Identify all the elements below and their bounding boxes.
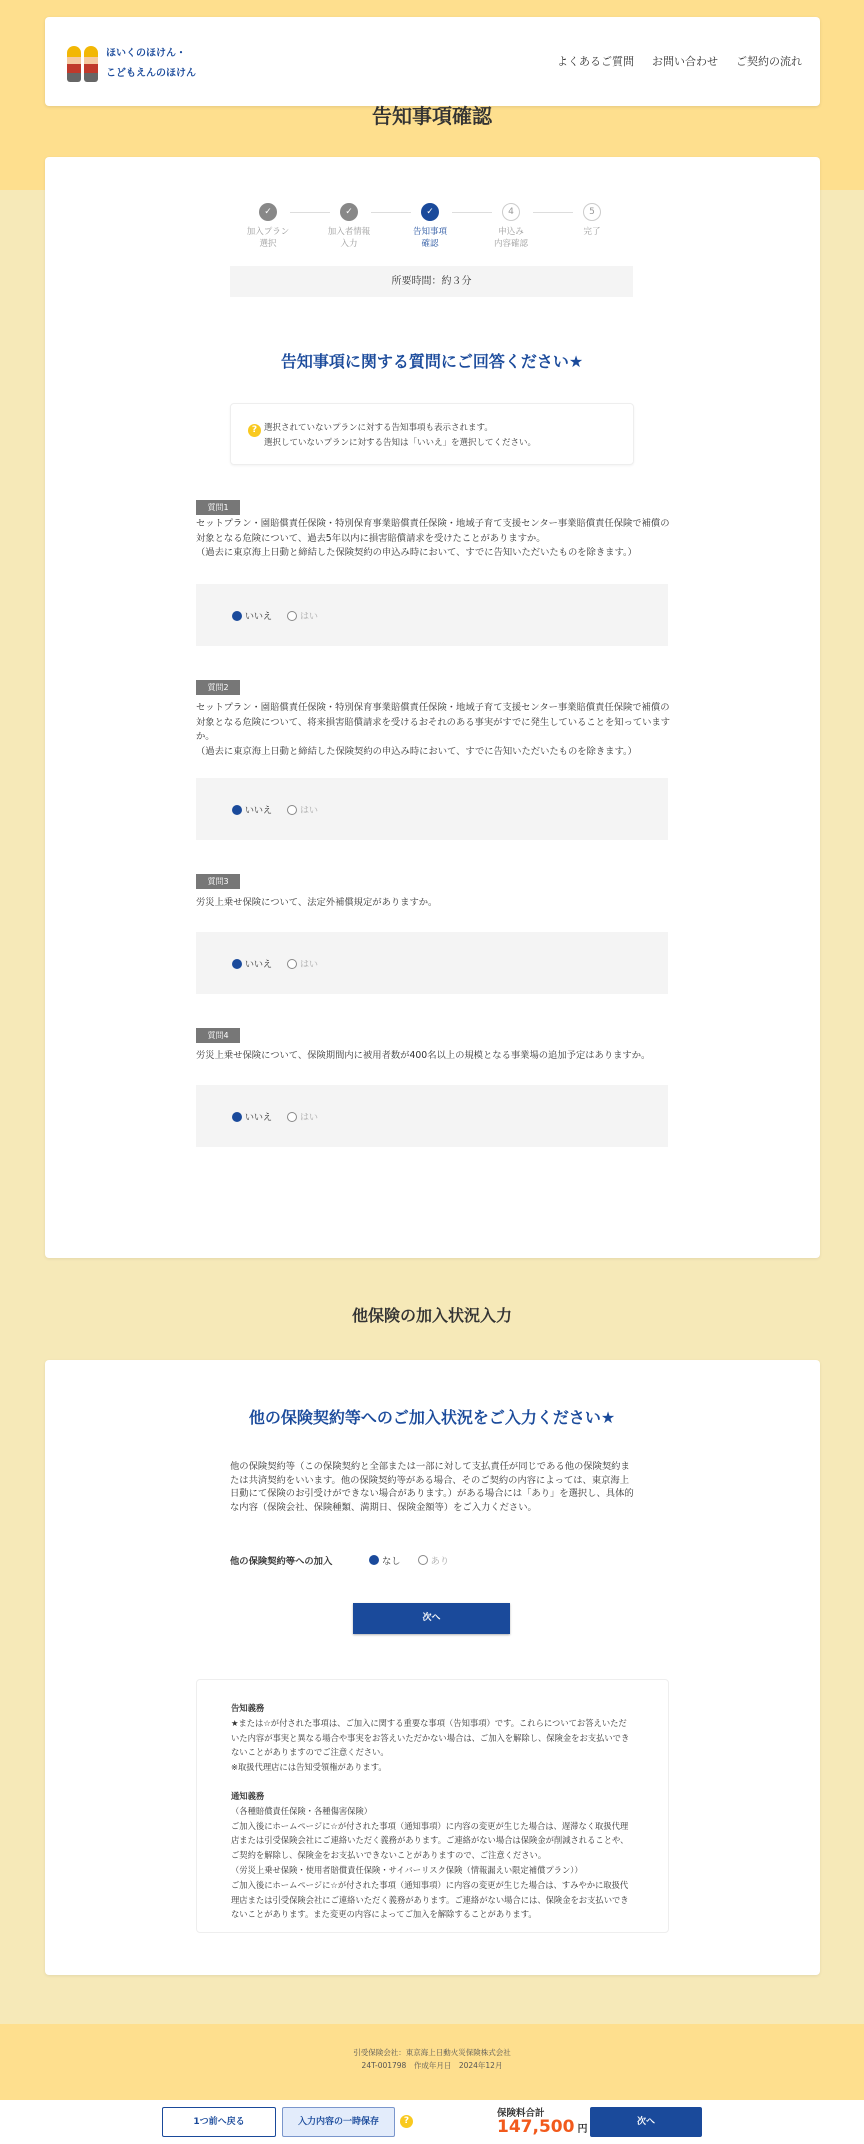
section1-heading: 告知事項に関する質問にご回答ください★ [280, 352, 584, 371]
radio-yes[interactable]: はい [287, 803, 318, 816]
total-price: 147,500 円 [497, 2117, 588, 2137]
total-label: 保険料合計 [497, 2108, 545, 2119]
field-label: 他の保険契約等への加入 [230, 1556, 333, 1567]
radio-no[interactable]: いいえ [232, 1110, 272, 1123]
back-button[interactable]: 1つ前へ戻る [162, 2107, 276, 2137]
help-icon[interactable]: ? [400, 2115, 413, 2128]
radio-yes[interactable]: はい [287, 957, 318, 970]
nav-contact[interactable]: お問い合わせ [652, 55, 718, 68]
bottom-action-bar [0, 2100, 864, 2144]
question-text: 労災上乗せ保険について、法定外補償規定がありますか。 [196, 897, 438, 908]
radio-none[interactable]: なし [369, 1553, 401, 1567]
answer-box [196, 778, 668, 840]
nav-contract-flow[interactable]: ご契約の流れ [736, 55, 802, 68]
save-draft-button[interactable]: 入力内容の一時保存 [282, 2107, 395, 2137]
answer-box [196, 584, 668, 646]
step-plan: ✓ 加入プラン 選択 [238, 203, 298, 250]
radio-some[interactable]: あり [418, 1553, 450, 1567]
question-badge: 質問4 [196, 1028, 240, 1043]
radio-no[interactable]: いいえ [232, 609, 272, 622]
footer: 引受保険会社：東京海上日動火災保険株式会社 24T-001798 作成年月日 2024年12月 [0, 2024, 864, 2100]
question-icon: ? [248, 424, 261, 437]
logo-line1: ほいくのほけん・ [106, 48, 186, 59]
step-complete: 5 完了 [562, 203, 622, 238]
site-header [45, 17, 820, 106]
header-nav [557, 53, 802, 69]
step-confirm: 4 申込み 内容確認 [481, 203, 541, 250]
radio-no[interactable]: いいえ [232, 957, 272, 970]
next-step-button[interactable]: 次へ [590, 2107, 702, 2137]
info-note: ? 選択されていないプランに対する告知事項も表示されます。 選択していないプランに対する告知は「いいえ」を選択してください。 [230, 403, 634, 465]
step-applicant: ✓ 加入者情報 入力 [319, 203, 379, 250]
step-disclosure: ✓ 告知事項 確認 [400, 203, 460, 250]
question-badge: 質問1 [196, 500, 240, 515]
check-icon: ✓ [421, 203, 439, 221]
section2-title: 他保険の加入状況入力 [351, 1306, 512, 1325]
question-text: セットプラン・園賠償責任保険・特別保育事業賠償責任保険・地域子育て支援センター事業賠償責任保険で補償の対象となる危険について、過去5年以内に損害賠償請求を受けたことがありますか。 （過去に東京海上日動と締結した保険契約の申込み時において、すでに告知いただいたものを除きます。） [196, 518, 670, 558]
page-title: 告知事項確認 [372, 104, 492, 128]
radio-yes[interactable]: はい [287, 609, 318, 622]
question-badge: 質問2 [196, 680, 240, 695]
check-icon: ✓ [340, 203, 358, 221]
time-required: 所要時間：約３分 [230, 266, 633, 297]
check-icon: ✓ [259, 203, 277, 221]
answer-box [196, 1085, 668, 1147]
logo[interactable] [67, 44, 196, 84]
question-badge: 質問3 [196, 874, 240, 889]
radio-no[interactable]: いいえ [232, 803, 272, 816]
section2-paragraph: 他の保険契約等（この保険契約と全部または一部に対して支払責任が同じである他の保険契約または共済契約をいいます。他の保険契約等がある場合、そのご契約の内容によっては、東京海上日動にて保険のお引受けができない場合があります。）がある場合には「あり」を選択し、具体的な内容（保険会社、保険種類、満期日、保険金額等）をご入力ください。 [230, 1461, 634, 1514]
logo-line2: こどもえんのほけん [106, 68, 196, 79]
answer-box [196, 932, 668, 994]
mascot-icon [67, 46, 98, 82]
progress-stepper [238, 203, 628, 253]
notice-box: 告知義務 ★または☆が付された事項は、ご加入に関する重要な事項（告知事項）です。これらについてお答えいただいた内容が事実と異なる場合や事実をお答えいただかない場合は、ご加入を解除し、保険金をお支払いできないことがありますのでご注意ください。 ※取扱代理店には告知受領権があります。 通知義務 （各種賠償責任保険・各種傷害保険） ご加入後にホームページに☆が付された事項（通知事項）に内容の変更が生じた場合は、遅滞なく取扱代理店または引受保険会社にご連絡いただく義務があります。ご連絡がない場合は保険金が削減されることや、ご契約を解除し、保険金をお支払いできないことがありますので、ご注意ください。 （労災上乗せ保険・使用者賠償責任保険・サイバーリスク保険（情報漏えい限定補償プラン）） ご加入後にホームページに☆が付された事項（通知事項）に内容の変更が生じた場合は、すみやかに取扱代理店または引受保険会社にご連絡いただく義務があります。ご連絡がない場合には、保険金をお支払いできないことがあります。また変更の内容によってご加入を解除することがあります。 [196, 1679, 669, 1933]
nav-faq[interactable]: よくあるご質問 [557, 55, 634, 68]
question-text: 労災上乗せ保険について、保険期間内に被用者数が400名以上の規模となる事業場の追加予定はありますか。 [196, 1050, 651, 1061]
other-insurance-radio-group [369, 1553, 449, 1567]
next-button[interactable]: 次へ [353, 1603, 510, 1634]
section2-heading: 他の保険契約等へのご加入状況をご入力ください★ [248, 1408, 616, 1427]
radio-yes[interactable]: はい [287, 1110, 318, 1123]
question-text: セットプラン・園賠償責任保険・特別保育事業賠償責任保険・地域子育て支援センター事業賠償責任保険で補償の対象となる危険について、将来損害賠償請求を受けるおそれのある事実がすでに発生していることを知っていますか。 （過去に東京海上日動と締結した保険契約の申込み時において、すでに告知いただいたものを除きます。） [196, 702, 671, 757]
